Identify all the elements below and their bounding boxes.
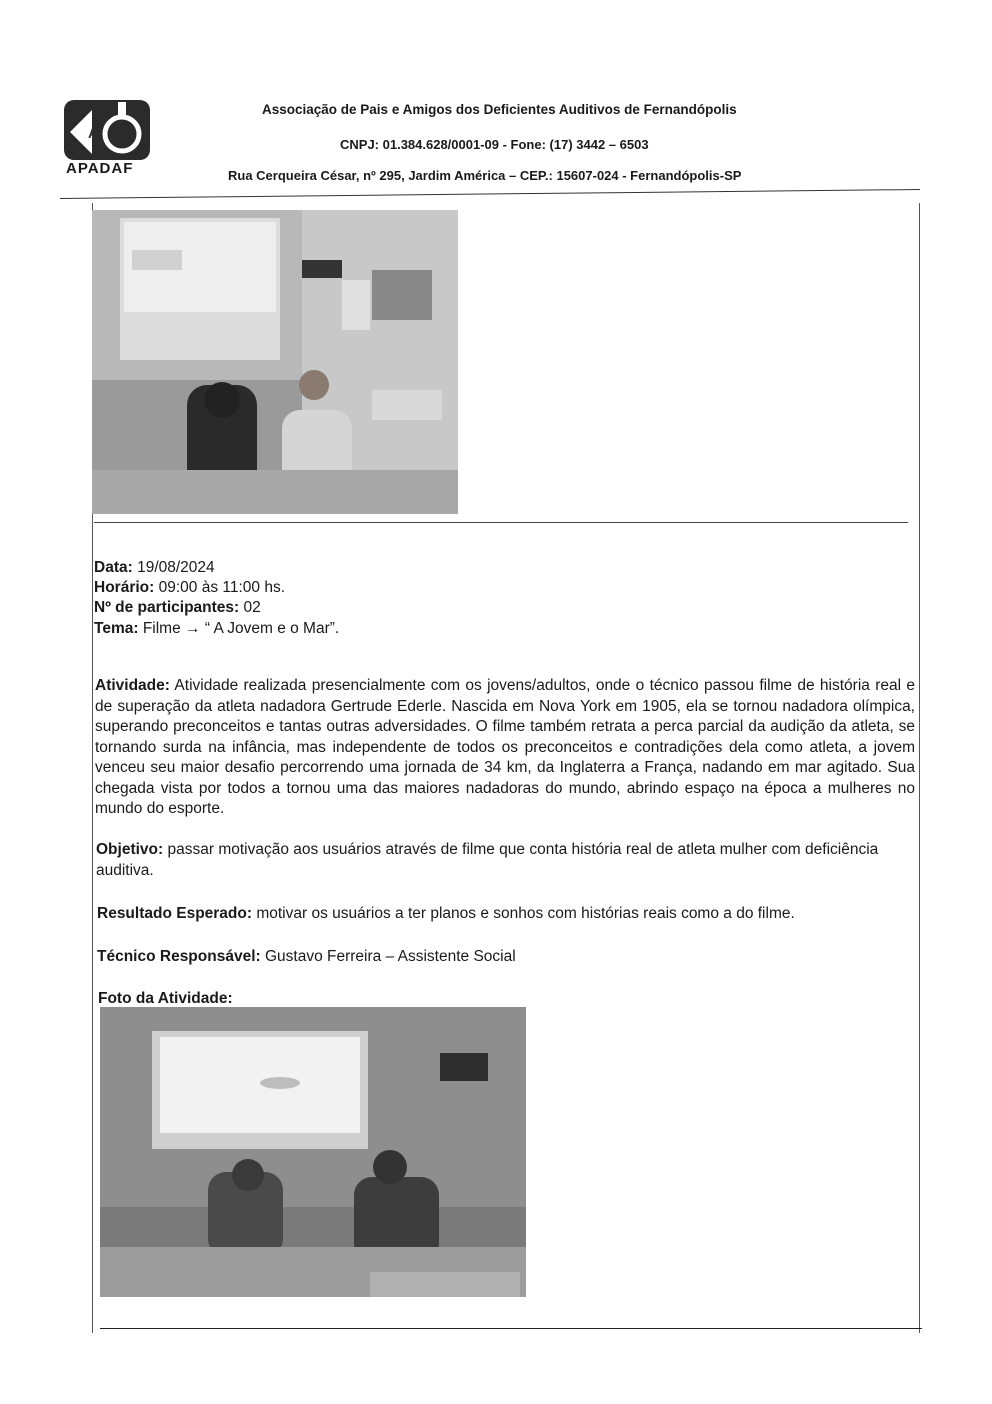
time-field: Horário: 09:00 às 11:00 hs. — [94, 579, 286, 596]
photo-label: Foto da Atividade: — [98, 990, 233, 1007]
logo-text: APADAF — [66, 160, 134, 177]
technician-paragraph: Técnico Responsável: Gustavo Ferreira – Assistente Social — [97, 948, 516, 965]
svg-text:A: A — [88, 125, 99, 141]
footer-divider — [100, 1328, 922, 1329]
org-name: Associação de Pais e Amigos dos Deficientes Auditivos de Fernandópolis — [262, 102, 737, 117]
activity-photo-top — [92, 210, 458, 514]
header-divider — [60, 189, 920, 199]
activity-paragraph: Atividade: Atividade realizada presencialmente com os jovens/adultos, onde o técnico passou filme de história real e de superação da atleta nadadora Gertrude Ederle. Nascida em Nova York em 1905, ela se tornou nadadora olímpica, superando preconceitos e tantas outras adversidades. O filme também retrata a perca parcial da audição da atleta, se tornando surda na infância, mas independente de todos os preconceitos e contradições dela como atleta, a jovem venceu seu maior desafio percorrendo uma jornada de 34 km, da Inglaterra a França, nadando em mar agitado. Sua chegada vista por todos a tornou uma das maiores nadadoras do mundo, abrindo espaço na época a mulheres no mundo do esporte. — [95, 677, 916, 817]
objective-paragraph: Objetivo: passar motivação aos usuários através de filme que conta história real de atleta mulher com deficiência auditiva. — [96, 841, 879, 879]
address: Rua Cerqueira César, nº 295, Jardim América – CEP.: 15607-024 - Fernandópolis-SP — [228, 168, 742, 183]
section-divider — [94, 522, 908, 523]
expected-result-paragraph: Resultado Esperado: motivar os usuários a ter planos e sonhos com histórias reais como a do filme. — [97, 905, 795, 922]
date-field: Data: 19/08/2024 — [94, 559, 215, 576]
participants-field: Nº de participantes: 02 — [94, 599, 261, 616]
cnpj-phone: CNPJ: 01.384.628/0001-09 - Fone: (17) 3442 – 6503 — [340, 137, 649, 152]
theme-field: Tema: Filme → “ A Jovem e o Mar”. — [94, 620, 340, 637]
activity-photo-bottom — [100, 1007, 526, 1297]
